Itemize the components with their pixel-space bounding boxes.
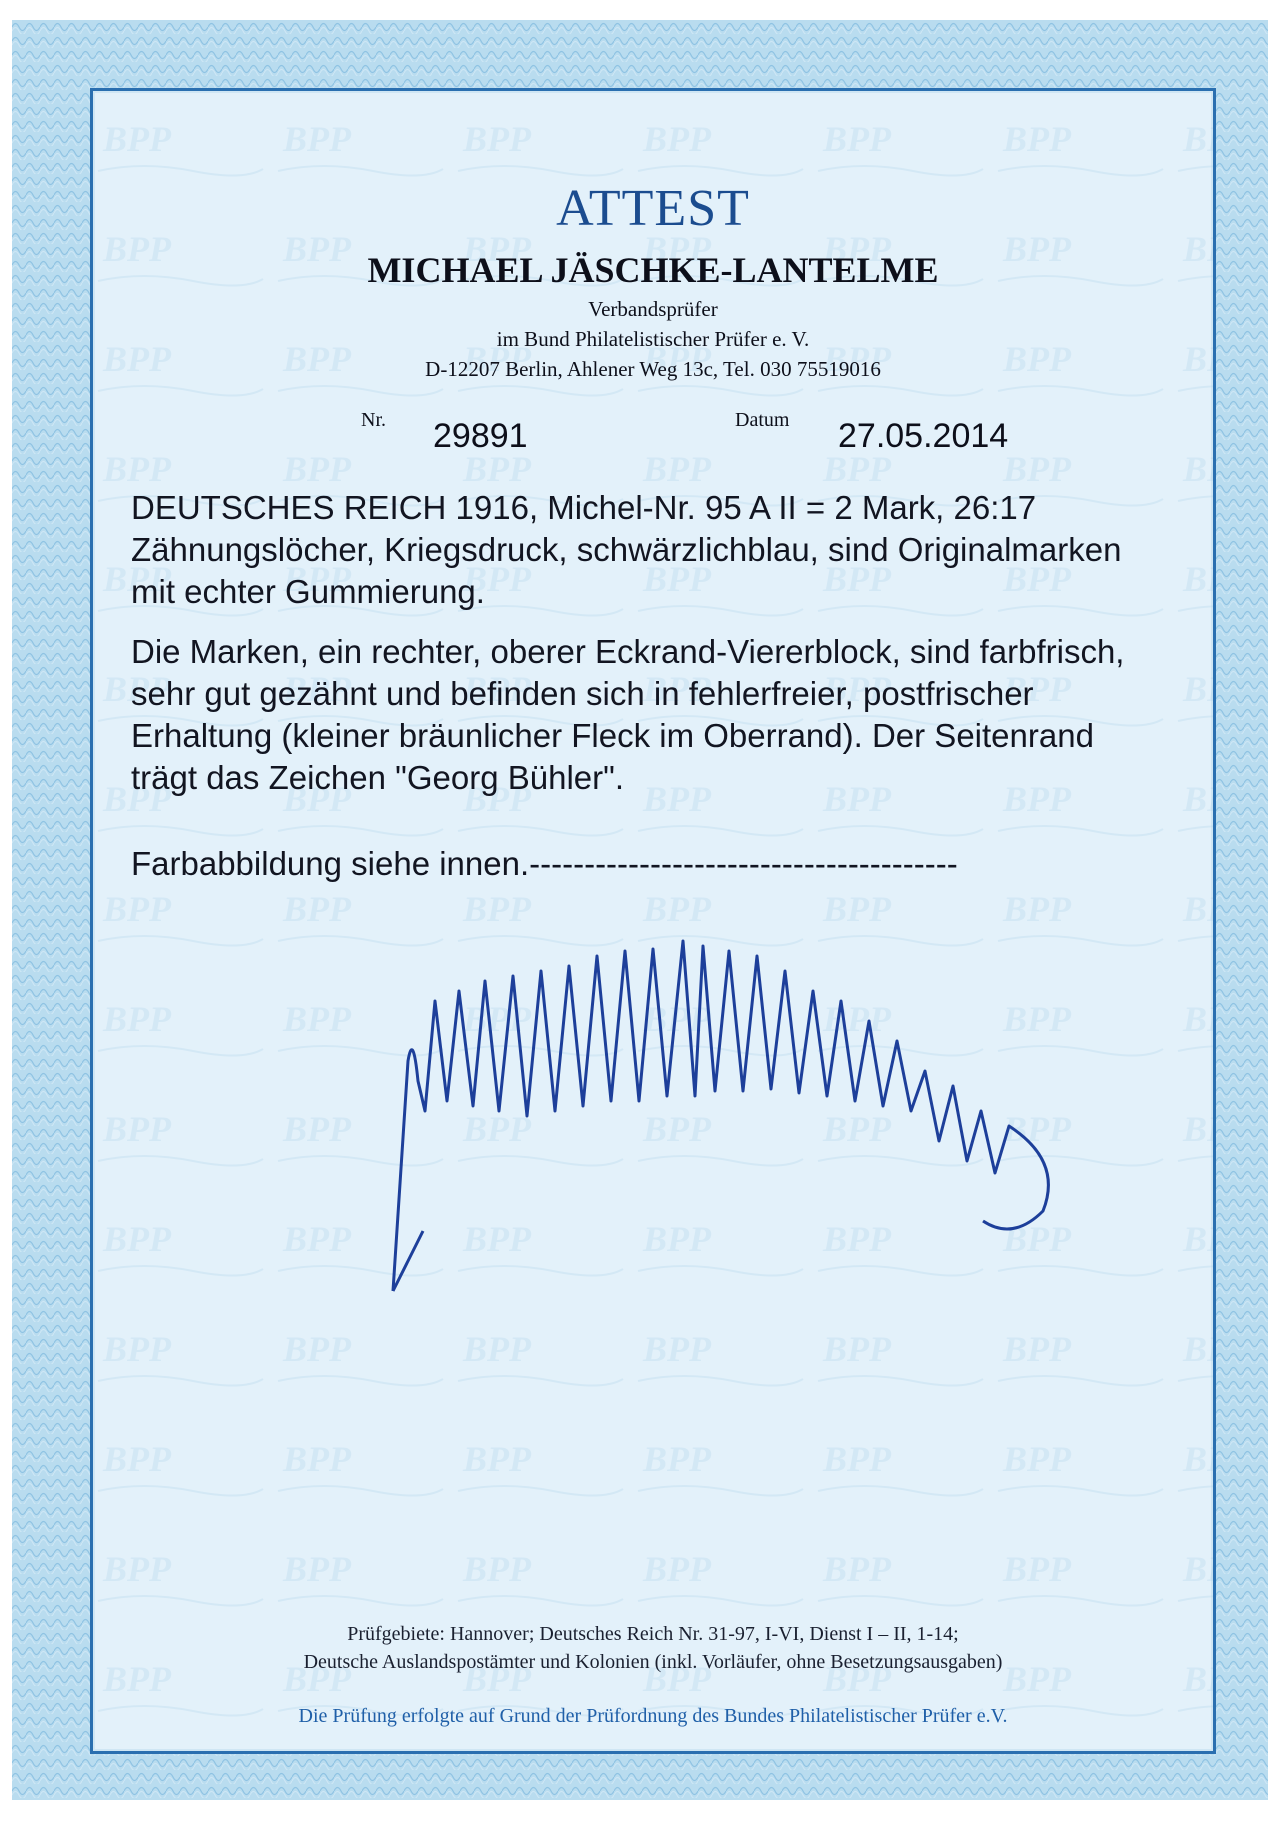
paragraph-condition: Die Marken, ein rechter, oberer Eckrand-Viererblock, sind farbfrisch, sehr gut gezähnt und befinden sich in fehlerfreier, postfrischer Erhaltung (kleiner bräunlicher Fleck im Oberrand). Der Seitenrand trägt das Zeichen "Georg Bühler". bbox=[131, 633, 1125, 796]
paragraph-illustration-note: Farbabbildung siehe innen.--------------------------------------- bbox=[131, 845, 958, 882]
footer-exam-areas-2: Deutsche Auslandspostämter und Kolonien (inkl. Vorläufer, ohne Besetzungsausgaben) bbox=[303, 1651, 1003, 1673]
examiner-name: MICHAEL JÄSCHKE-LANTELME bbox=[367, 250, 939, 290]
footer-rules: Die Prüfung erfolgte auf Grund der Prüfordnung des Bundes Philatelistischer Prüfer e.V. bbox=[298, 1705, 1008, 1727]
examiner-association: im Bund Philatelistischer Prüfer e. V. bbox=[496, 327, 810, 351]
certificate-title: ATTEST bbox=[556, 180, 750, 237]
certificate-date: 27.05.2014 bbox=[838, 417, 1009, 455]
footer-exam-areas: Prüfgebiete: Hannover; Deutsches Reich Nr. 31-97, I-VI, Dienst I – II, 1-14; bbox=[347, 1623, 959, 1645]
signature bbox=[363, 911, 1123, 1371]
certificate-inner bbox=[90, 88, 1216, 1754]
certificate-sheet bbox=[12, 20, 1268, 1800]
date-label: Datum bbox=[735, 409, 790, 431]
examiner-address: D-12207 Berlin, Ahlener Weg 13c, Tel. 030 75519016 bbox=[425, 357, 881, 381]
examiner-role: Verbandsprüfer bbox=[588, 297, 718, 321]
number-label: Nr. bbox=[361, 409, 386, 431]
certificate-number: 29891 bbox=[433, 417, 528, 455]
paragraph-stamp-identification: DEUTSCHES REICH 1916, Michel-Nr. 95 A II = 2 Mark, 26:17 Zähnungslöcher, Kriegsdruck, schwärzlichblau, sind Originalmarken mit echter Gummierung. bbox=[131, 489, 1122, 610]
